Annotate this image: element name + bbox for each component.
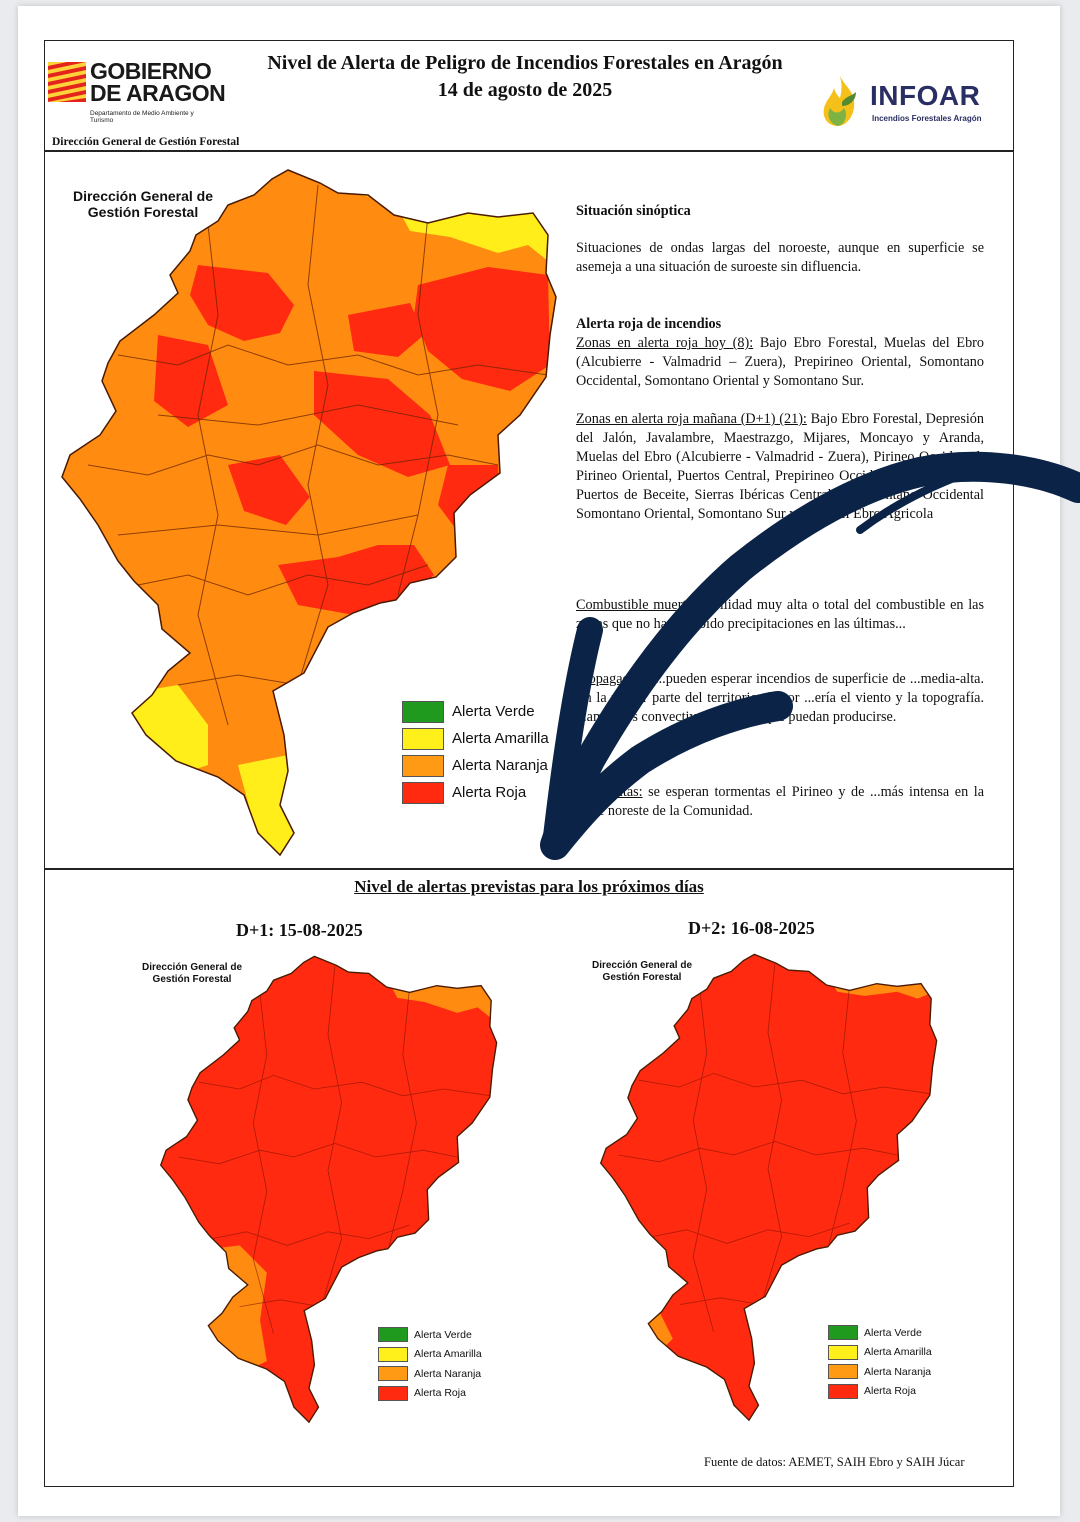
government-department: Departamento de Medio Ambiente y Turismo — [90, 110, 194, 124]
legend-d2 — [828, 1323, 932, 1401]
legend-label-red: Alerta Roja — [864, 1385, 916, 1398]
synoptic-body: Situaciones de ondas largas del noroeste, aunque en superficie se asemeja a una situación de suroeste sin difluencia. — [576, 240, 984, 275]
legend-label-orange: Alerta Naranja — [452, 757, 548, 774]
legend-label-orange: Alerta Naranja — [414, 1367, 482, 1380]
legend-swatch-green — [828, 1325, 858, 1340]
synoptic-section — [576, 202, 984, 277]
red-alert-tomorrow-label: Zonas en alerta roja mañana (D+1) (21): — [576, 411, 807, 427]
data-source-note: Fuente de datos: AEMET, SAIH Ebro y SAIH Júcar — [704, 1455, 965, 1469]
page-title: Nivel de Alerta de Peligro de Incendios Forestales en Aragón 14 de agosto de 2025 — [267, 52, 783, 101]
legend-item — [378, 1345, 482, 1365]
d1-title: D+1: 15-08-2025 — [236, 920, 363, 940]
aragon-flag-logo — [48, 62, 86, 102]
header-divider — [44, 150, 1014, 152]
legend-label-green: Alerta Verde — [452, 703, 535, 720]
infoar-logo-name: INFOAR — [870, 80, 981, 111]
red-alert-heading: Alerta roja de incendios — [576, 316, 722, 332]
legend-item — [402, 779, 549, 806]
d2-title: D+2: 16-08-2025 — [688, 918, 815, 938]
infoar-logo-subtitle: Incendios Forestales Aragón — [872, 114, 982, 123]
legend-d1 — [378, 1325, 482, 1403]
legend-item — [402, 698, 549, 725]
legend-label-yellow: Alerta Amarilla — [414, 1348, 482, 1361]
flame-icon — [816, 74, 864, 128]
legend-item — [828, 1382, 932, 1402]
legend-swatch-red — [402, 782, 444, 804]
legend-swatch-yellow — [402, 728, 444, 750]
legend-item — [402, 752, 549, 779]
d2-map-directorate-label: Dirección General de Gestión Forestal — [591, 960, 693, 983]
storms-label: ...ormentas: — [576, 784, 643, 800]
propagation-section — [576, 670, 984, 727]
storms-section — [576, 783, 984, 821]
fuel-label: Combustible muerto: — [576, 597, 698, 613]
forecast-section-title: Nivel de alertas previstas para los próximos días — [354, 877, 704, 896]
legend-swatch-red — [828, 1384, 858, 1399]
legend-label-orange: Alerta Naranja — [864, 1365, 932, 1378]
red-alert-today-label: Zonas en alerta roja hoy (8): — [576, 335, 754, 351]
storms-text: se esperan tormentas el Pirineo y de ...más intensa en la parte noreste de la Comunidad. — [576, 784, 984, 819]
government-name: GOBIERNO DE ARAGON — [90, 58, 226, 106]
legend-label-red: Alerta Roja — [452, 784, 527, 801]
legend-swatch-orange — [402, 755, 444, 777]
fuel-text: ...bilidad muy alta o total del combustible en las zonas que no han recibido precipitaciones en las últimas... — [576, 597, 984, 632]
legend-item — [378, 1384, 482, 1404]
legend-swatch-orange — [378, 1366, 408, 1381]
section-divider — [44, 868, 1014, 870]
legend-item — [378, 1325, 482, 1345]
legend-swatch-yellow — [828, 1345, 858, 1360]
legend-item — [828, 1343, 932, 1363]
legend-item — [402, 725, 549, 752]
synoptic-heading: Situación sinóptica — [576, 203, 691, 219]
legend-swatch-red — [378, 1386, 408, 1401]
legend-swatch-green — [378, 1327, 408, 1342]
legend-item — [828, 1323, 932, 1343]
propagation-label: Propagación: — [576, 671, 651, 687]
legend-today — [402, 698, 549, 806]
main-map-directorate-label: Dirección General de Gestión Forestal — [72, 188, 214, 220]
legend-swatch-yellow — [378, 1347, 408, 1362]
directorate-header: Dirección General de Gestión Forestal — [52, 136, 240, 148]
legend-item — [828, 1362, 932, 1382]
red-alert-tomorrow-text: Bajo Ebro Forestal, Depresión del Jalón, Javalambre, Maestrazgo, Mijares, Moncayo y Aranda, Muelas del Ebro (Alcubierre - Valmadrid - Zuera), Pirineo Occidental, Pirineo Oriental, Puertos Central, Prepirineo Occidental, Prepirineo ... Puertos de Beceite, Sierras Ibéricas Centrales, Somontano Occidental Somontano Oriental, Somontano Sur y Valle del Ebro Agricola — [576, 411, 984, 522]
legend-label-yellow: Alerta Amarilla — [452, 730, 549, 747]
legend-swatch-green — [402, 701, 444, 723]
legend-label-red: Alerta Roja — [414, 1387, 466, 1400]
legend-item — [378, 1364, 482, 1384]
legend-label-green: Alerta Verde — [414, 1328, 472, 1341]
d1-map-directorate-label: Dirección General de Gestión Forestal — [141, 962, 243, 985]
legend-label-yellow: Alerta Amarilla — [864, 1346, 932, 1359]
propagation-text: ...pueden esperar incendios de superficie de ...media-alta. En la mayor parte del territorio el ...or ...ería el viento y la topografía. ...amientos convectivos ya que ...que puedan producirse. — [576, 671, 984, 725]
fuel-section — [576, 596, 984, 634]
legend-swatch-orange — [828, 1364, 858, 1379]
legend-label-green: Alerta Verde — [864, 1326, 922, 1339]
red-alert-today-text: Bajo Ebro Forestal, Muelas del Ebro (Alcubierre - Valmadrid – Zuera), Prepirineo Oriental, Somontano Occidental, Somontano Oriental y Somontano Sur. — [576, 335, 985, 389]
red-alert-section — [576, 315, 984, 524]
